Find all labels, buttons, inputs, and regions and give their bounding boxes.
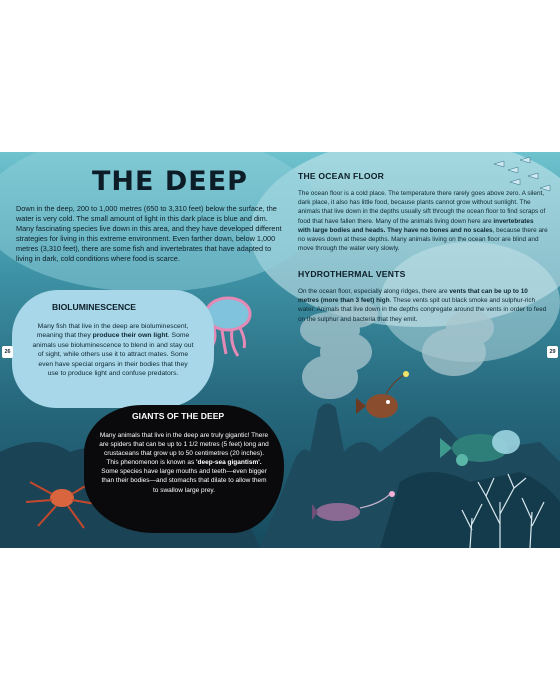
bioluminescence-bold: produce their own light xyxy=(92,332,168,340)
giants-text-part: Some species have large mouths and teeth—even bigger than their bodies—and stomachs that dilate to allow them to swallow large prey. xyxy=(101,468,267,494)
giants-text xyxy=(98,431,270,495)
giants-heading: GIANTS OF THE DEEP xyxy=(132,411,225,421)
ocean-floor-bold: invertebrates with large bodies and heads. They have no bones and no scales xyxy=(298,217,534,234)
bioluminescence-box xyxy=(12,290,214,408)
bioluminescence-text-part: . Some animals use bioluminescence to blend in and stay out of sight, while others use it to attract mates. Some even have special organs in their bodies that they use to produce light and confuse predators. xyxy=(32,332,194,378)
vents-text xyxy=(298,287,548,324)
bioluminescence-text xyxy=(32,322,194,378)
bioluminescence-heading: BIOLUMINESCENCE xyxy=(52,302,137,312)
page-number-right: 29 xyxy=(547,346,558,358)
giants-box xyxy=(84,405,284,533)
ocean-floor-text-part: , because there are no waves down at these depths. Many animals living on the ocean floor are blind and move through the water very slowly. xyxy=(298,226,548,253)
vents-heading: HYDROTHERMAL VENTS xyxy=(298,269,406,279)
ocean-floor-heading: THE OCEAN FLOOR xyxy=(298,171,385,181)
ocean-floor-text xyxy=(298,189,548,253)
giants-bold: 'deep-sea gigantism'. xyxy=(196,459,262,467)
anglerfish-illustration xyxy=(356,371,409,418)
book-spread xyxy=(0,152,560,548)
page-number-left: 26 xyxy=(2,346,13,358)
page-title: THE DEEP xyxy=(92,166,248,197)
vents-text-part: . These vents spit out black smoke and sulphur-rich water. Animals that live down in the depths congregate around the vents in order to feed on the sulphur and bacteria that they emit. xyxy=(298,297,547,323)
vents-bold: vents that can be up to 10 metres (more than 3 feet) high xyxy=(298,288,528,305)
bioluminescence-text-part: Many fish that live in the deep are bioluminescent, meaning that they xyxy=(36,323,189,340)
intro-paragraph: Down in the deep, 200 to 1,000 metres (650 to 3,310 feet) below the surface, the water is very cold. The small amount of light in this dark place is blue and dim. Many fascinating species live down in this area, and they have developed different strategies for living in this extreme environment. Even farther down, below 1,000 metres (3,310 feet), there are some fish and invertebrates that have adapted to living in dark, cold conditions where food is scarce. xyxy=(16,204,282,263)
vents-text-part: On the ocean floor, especially along ridges, there are xyxy=(298,288,450,295)
giants-text-part: Many animals that live in the deep are truly gigantic! There are spiders that can be up to 1 1/2 metres (5 feet) long and crustaceans that grow up to 50 centimetres (20 inches). This phenomenon is known as xyxy=(99,432,269,467)
ocean-floor-text-part: The ocean floor is a cold place. The temperature there rarely goes above zero. A silent, dark place, it also has little food, because plants cannot grow without sunlight. The animals that live down in the depths usually sift through the ocean floor to find scraps of food that have fallen there. Many of the animals living down here are xyxy=(298,190,546,225)
